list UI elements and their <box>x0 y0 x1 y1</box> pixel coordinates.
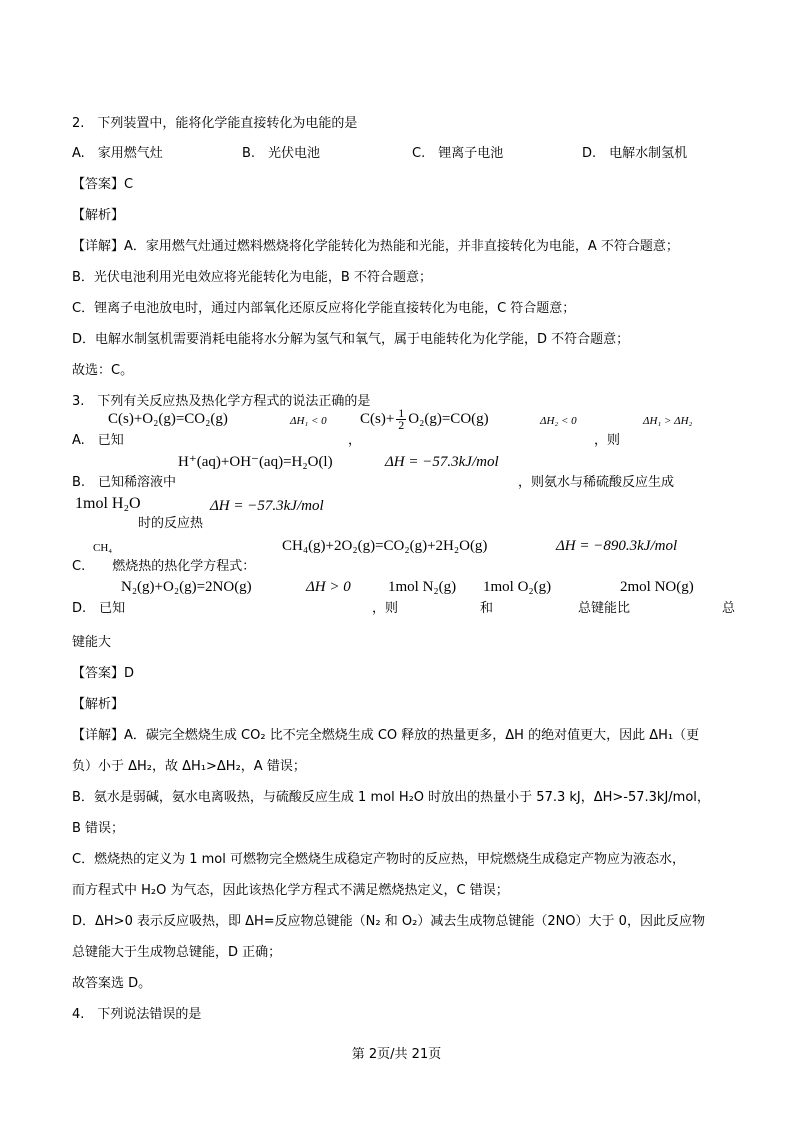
q3-d-and: 和 <box>480 601 494 616</box>
q3-conclusion: 故答案选 D。 <box>72 976 152 991</box>
q3-d-sum: 总键能比 <box>578 601 631 616</box>
answer-value: C <box>124 177 134 192</box>
q3-detail-line-7: D．ΔH>0 表示反应吸热，即 ΔH=反应物总键能（N₂ 和 O₂）减去生成物总键能（2NO）大于 0，因此反应物 <box>72 914 705 929</box>
q2-answer <box>72 176 133 194</box>
q3-d-n2: 1mol N₂(g) <box>388 579 457 595</box>
q3-detail-line-2: 负）小于 ΔH₂，故 ΔH₁>ΔH₂，A 错误； <box>72 759 306 774</box>
answer-value: D <box>124 666 135 681</box>
q3-d-equation: N₂(g)+O₂(g)=2NO(g) <box>121 579 252 595</box>
q2-option-d: D. 电解水制氢机 <box>582 146 688 161</box>
q3-stem: 3. 下列有关反应热及热化学方程式的说法正确的是 <box>72 394 371 409</box>
q2-conclusion: 故选：C。 <box>72 363 134 378</box>
q3-a-tail: ，则 <box>594 433 621 448</box>
answer-label: 【答案】 <box>72 666 125 681</box>
q3-d-tail: 键能大 <box>72 635 112 650</box>
q3-a-equation-1: C(s)+O₂(g)=CO₂(g) <box>108 411 228 427</box>
q3-b-dh2: ΔH = −57.3kJ/mol <box>210 498 324 514</box>
q3-b-label: B. 已知稀溶液中 <box>72 475 177 490</box>
q3-detail-line-3: B．氨水是弱碱，氨水电离吸热，与硫酸反应生成 1 mol H₂O 时放出的热量小于 57.3 kJ，ΔH>-57.3kJ/mol， <box>72 790 710 805</box>
q3-a-dh-compare: ΔH₁ > ΔH₂ <box>643 415 693 427</box>
q2-option-b: B. 光伏电池 <box>242 146 321 161</box>
q3-b-equation: H⁺(aq)+OH⁻(aq)=H₂O(l) <box>178 454 333 470</box>
q3-d-label: D. 已知 <box>72 601 126 616</box>
answer-label: 【答案】 <box>72 177 125 192</box>
detail-label: 【详解】 <box>72 728 125 743</box>
q3-a-dh2: ΔH₂ < 0 <box>540 415 577 427</box>
q3-c-ch4: CH₄ <box>93 542 113 554</box>
q4-stem: 4. 下列说法错误的是 <box>72 1007 202 1022</box>
fraction-half <box>396 408 406 431</box>
q3-d-zong: 总 <box>722 601 736 616</box>
q3-detail-line-8: 总键能大于生成物总键能，D 正确； <box>72 945 282 960</box>
page-footer: 第 2页/共 21页 <box>351 1047 442 1062</box>
q2-detail-line-4: D．电解水制氢机需要消耗电能将水分解为氢气和氧气，属于电能转化为化学能，D 不符合题意； <box>72 332 630 347</box>
q2-detail-line-3: C．锂离子电池放电时，通过内部氧化还原反应将化学能直接转化为电能，C 符合题意； <box>72 301 576 316</box>
q3-b-dh: ΔH = −57.3kJ/mol <box>385 454 499 470</box>
q3-a-equation-2 <box>360 408 489 431</box>
q3-answer <box>72 665 134 683</box>
q3-a-dh1: ΔH₁ < 0 <box>290 415 327 427</box>
q2-detail-line-2: B．光伏电池利用光电效应将光能转化为电能，B 不符合题意； <box>72 270 432 285</box>
q3-detail-line-1 <box>72 727 699 745</box>
detail-text: A．家用燃气灶通过燃料燃烧将化学能转化为热能和光能，并非直接转化为电能，A 不符合题意； <box>124 239 679 254</box>
q2-detail-line-1 <box>72 238 679 256</box>
c-text: 燃烧热的热化学方程式： <box>112 559 256 574</box>
q3-d-no: 2mol NO(g) <box>620 579 694 595</box>
q2-analysis-label: 【解析】 <box>72 208 125 223</box>
q3-analysis-label: 【解析】 <box>72 697 125 712</box>
q3-detail-line-5: C．燃烧热的定义为 1 mol 可燃物完全燃烧生成稳定产物时的反应热，甲烷燃烧生成稳定产物应为液态水， <box>72 852 685 867</box>
q3-c-line <box>72 558 255 576</box>
c-label: C. <box>72 559 99 574</box>
q2-option-a: A. 家用燃气灶 <box>72 146 163 161</box>
q3-d-comma: ，则 <box>372 601 399 616</box>
q3-d-dh: ΔH > 0 <box>306 579 351 595</box>
detail-text: A．碳完全燃烧生成 CO₂ 比不完全燃烧生成 CO 释放的热量更多，ΔH 的绝对值更大，因此 ΔH₁（更 <box>124 728 700 743</box>
q2-stem: 2. 下列装置中，能将化学能直接转化为电能的是 <box>72 116 358 131</box>
q3-d-o2: 1mol O₂(g) <box>483 579 552 595</box>
q3-b-tail2: 时的反应热 <box>138 516 204 531</box>
eq2-right: O₂(g)=CO(g) <box>408 410 489 427</box>
eq2-left: C(s)+ <box>360 410 395 427</box>
q3-c-dh: ΔH = −890.3kJ/mol <box>556 538 678 554</box>
detail-label: 【详解】 <box>72 239 125 254</box>
q3-b-tail: ，则氨水与稀硫酸反应生成 <box>518 475 675 490</box>
frac-den: 2 <box>398 418 405 432</box>
q2-option-c: C. 锂离子电池 <box>412 146 504 161</box>
q3-detail-line-6: 而方程式中 H₂O 为气态，因此该热化学方程式不满足燃烧热定义，C 错误； <box>72 883 509 898</box>
frac-num: 1 <box>398 406 405 420</box>
q3-detail-line-4: B 错误； <box>72 821 125 836</box>
q3-b-mol: 1mol H₂O <box>75 495 141 512</box>
q3-a-label: A. 已知 <box>72 433 124 448</box>
q3-a-comma: ， <box>348 433 362 448</box>
q3-c-equation: CH₄(g)+2O₂(g)=CO₂(g)+2H₂O(g) <box>282 538 488 554</box>
